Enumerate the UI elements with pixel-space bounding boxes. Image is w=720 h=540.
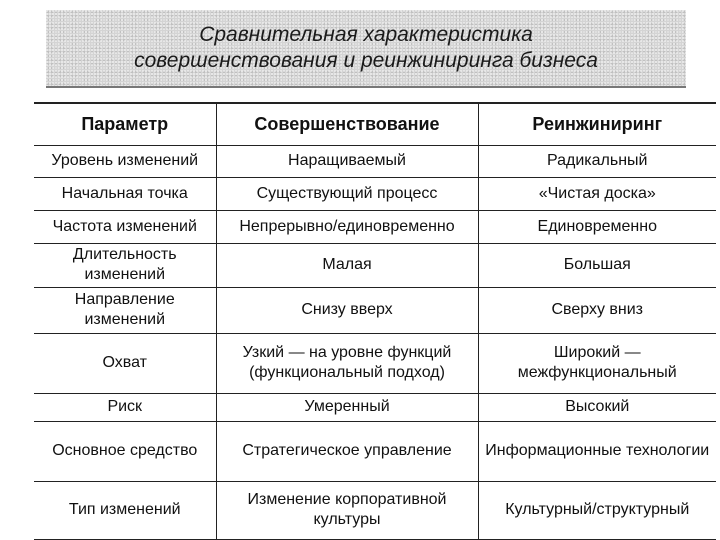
table-cell: Радикальный: [478, 145, 716, 177]
table-row: [34, 210, 716, 243]
table-cell: Узкий — на уровне функций (функциональный подход): [216, 333, 478, 393]
table-cell: Снизу вверх: [216, 287, 478, 333]
slide-title-line-1: Сравнительная характеристика: [199, 23, 533, 46]
table-cell: Существующий процесс: [216, 177, 478, 210]
table-cell: «Чистая доска»: [478, 177, 716, 210]
table-cell: Культурный/структурный: [478, 481, 716, 539]
table-cell: Охват: [34, 333, 216, 393]
header-reengineering: Реинжиниринг: [478, 103, 716, 145]
table-row: [34, 421, 716, 481]
table-cell: Риск: [34, 393, 216, 421]
comparison-table: [34, 102, 716, 540]
table-row: [34, 287, 716, 333]
slide-title-banner: [46, 10, 686, 88]
table-cell: Уровень изменений: [34, 145, 216, 177]
table-row: [34, 393, 716, 421]
table-row: [34, 481, 716, 539]
table-cell: Частота изменений: [34, 210, 216, 243]
table-cell: Тип изменений: [34, 481, 216, 539]
table-cell: Умеренный: [216, 393, 478, 421]
table-cell: Единовременно: [478, 210, 716, 243]
table-cell: Сверху вниз: [478, 287, 716, 333]
table-cell: Высокий: [478, 393, 716, 421]
table-row: [34, 243, 716, 287]
table-cell: Широкий — межфункциональный: [478, 333, 716, 393]
table-cell: Наращиваемый: [216, 145, 478, 177]
table-cell: Начальная точка: [34, 177, 216, 210]
header-parameter: Параметр: [34, 103, 216, 145]
table-cell: Малая: [216, 243, 478, 287]
table-cell: Направление изменений: [34, 287, 216, 333]
table-cell: Основное средство: [34, 421, 216, 481]
table-row: [34, 145, 716, 177]
slide-title-line-2: совершенствования и реинжиниринга бизнеса: [134, 49, 598, 72]
table-cell: Непрерывно/единовременно: [216, 210, 478, 243]
table-cell: Информационные технологии: [478, 421, 716, 481]
table-cell: Длительность изменений: [34, 243, 216, 287]
table-cell: Изменение корпоративной культуры: [216, 481, 478, 539]
header-improvement: Совершенствование: [216, 103, 478, 145]
table-header-row: [34, 103, 716, 145]
table-row: [34, 333, 716, 393]
table-cell: Большая: [478, 243, 716, 287]
table-row: [34, 177, 716, 210]
table-cell: Стратегическое управление: [216, 421, 478, 481]
